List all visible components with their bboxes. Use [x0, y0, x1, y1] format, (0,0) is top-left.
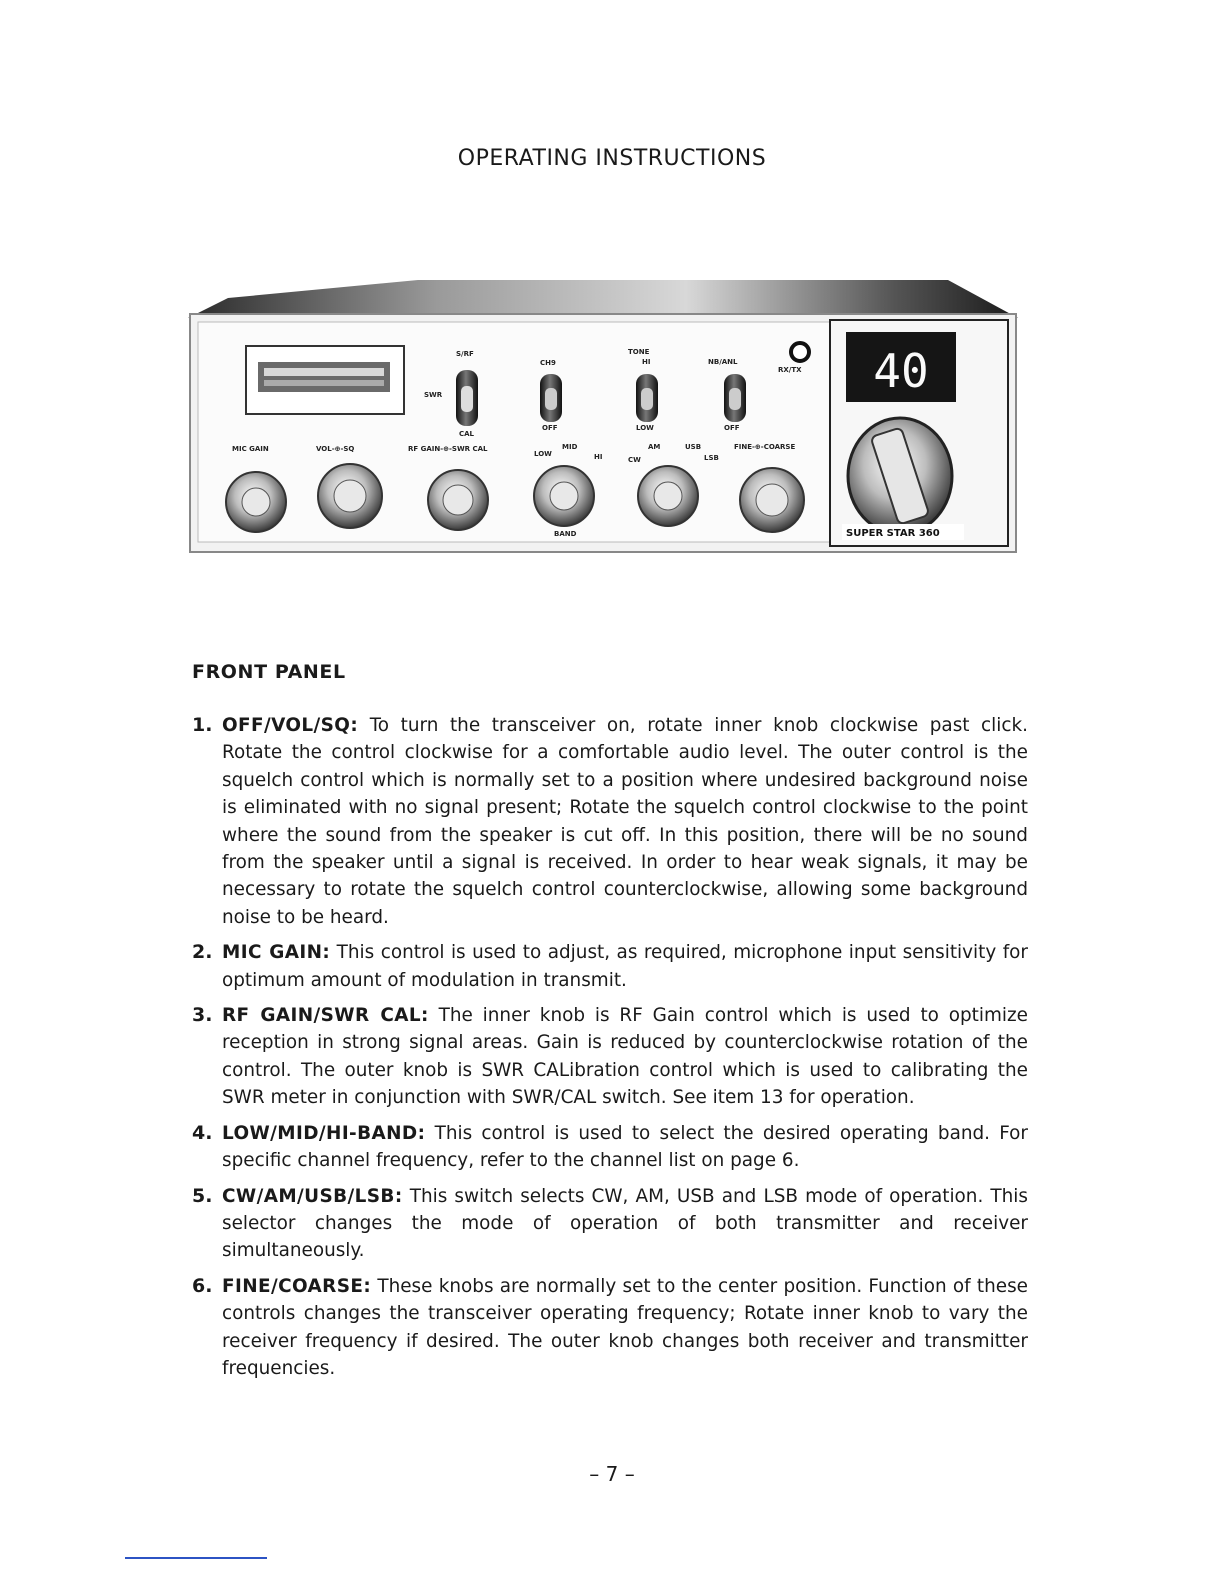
cabinet-top — [188, 280, 1018, 318]
label-swr: SWR — [424, 391, 443, 399]
label-mic-gain: MIC GAIN — [232, 445, 269, 453]
item-text: This control is used to adjust, as required, microphone input sensitivity for optimum amount of modulation in transmit. — [222, 942, 1028, 991]
item-term: OFF/VOL/SQ: — [222, 715, 359, 736]
list-item — [192, 1273, 1028, 1383]
label-usb: USB — [685, 443, 702, 451]
footer-rule — [125, 1557, 267, 1559]
knob-vol-sq[interactable] — [318, 464, 382, 528]
label-low: LOW — [636, 424, 654, 432]
toggle-switch-tone[interactable] — [636, 374, 658, 422]
label-band-hi: HI — [594, 453, 603, 461]
section-heading: FRONT PANEL — [192, 661, 346, 683]
radio-front-panel-photo — [188, 270, 1018, 560]
list-item — [192, 1183, 1028, 1265]
list-item — [192, 1120, 1028, 1175]
toggle-switch-swr-cal[interactable] — [456, 370, 478, 426]
item-text: To turn the transceiver on, rotate inner knob clockwise past click. Rotate the control clockwise for a comfortable audio level. The outer control is the squelch control which is normally set to a position where undesired background noise is eliminated with no signal present; Rotate the squelch control clockwise to the point where the sound from the speaker is cut off. In this position, there will be no sound from the speaker until a signal is received. In order to hear weak signals, it may be necessary to rotate the squelch control counterclockwise, allowing some background noise to be heard. — [222, 715, 1028, 928]
knob-rf-gain-swr-cal[interactable] — [428, 470, 488, 530]
channel-display-value: 40 — [873, 344, 929, 398]
knob-fine-coarse[interactable] — [740, 468, 804, 532]
list-item — [192, 1002, 1028, 1112]
model-name: SUPER STAR 360 — [846, 528, 940, 539]
item-number: 5. — [192, 1184, 213, 1207]
label-band-low: LOW — [534, 450, 552, 458]
list-item — [192, 712, 1028, 931]
item-term: RF GAIN/SWR CAL: — [222, 1005, 429, 1027]
swr-meter — [246, 346, 404, 414]
knob-band[interactable] — [534, 466, 594, 526]
model-nameplate — [842, 524, 964, 540]
item-term: MIC GAIN: — [222, 942, 331, 964]
item-number: 2. — [192, 941, 213, 964]
knob-mode[interactable] — [638, 466, 698, 526]
label-tone: TONE — [628, 348, 650, 356]
item-term: CW/AM/USB/LSB: — [222, 1185, 403, 1207]
item-text: This control is used to select the desired operating band. For specific channel frequency, refer to the channel list on page 6. — [222, 1122, 1028, 1172]
label-cw: CW — [628, 456, 641, 464]
knob-mic-gain[interactable] — [226, 472, 286, 532]
item-number: 3. — [192, 1004, 213, 1027]
item-term: FINE/COARSE: — [222, 1275, 372, 1297]
label-rx-tx: RX/TX — [778, 366, 802, 374]
item-term: LOW/MID/HI-BAND: — [222, 1122, 426, 1144]
channel-selector-knob[interactable] — [848, 418, 952, 534]
item-text: These knobs are normally set to the center position. Function of these controls changes the transceiver operating frequency; Rotate inner knob to vary the receiver frequency if desired. The outer knob changes both receiver and transmitter frequencies. — [222, 1275, 1028, 1379]
label-mid: MID — [562, 443, 578, 451]
item-number: 6. — [192, 1274, 213, 1297]
item-text: This switch selects CW, AM, USB and LSB mode of operation. This selector changes the mode of operation of both transmitter and receiver simultaneously. — [222, 1185, 1028, 1262]
label-rf-swr: RF GAIN-⊕-SWR CAL — [408, 445, 488, 453]
label-off-ch9: OFF — [542, 424, 558, 432]
page-number: – 7 – — [589, 1462, 635, 1486]
toggle-switch-ch9[interactable] — [540, 374, 562, 422]
instruction-list — [192, 712, 1028, 1390]
item-number: 4. — [192, 1121, 213, 1144]
rx-tx-indicator-lamp — [791, 343, 809, 361]
label-ch9: CH9 — [540, 359, 556, 367]
page-title: OPERATING INSTRUCTIONS — [457, 146, 767, 171]
label-lsb: LSB — [704, 454, 719, 462]
label-tone-hi: HI — [642, 358, 651, 366]
channel-display — [846, 332, 956, 402]
toggle-switch-nb-anl[interactable] — [724, 374, 746, 422]
label-am: AM — [648, 443, 661, 451]
label-nb-anl: NB/ANL — [708, 358, 738, 366]
label-s-rf: S/RF — [456, 350, 474, 358]
label-vol-sq: VOL-⊕-SQ — [316, 445, 355, 453]
item-text: The inner knob is RF Gain control which is used to optimize reception in strong signal areas. Gain is reduced by counterclockwise rotation of the control. The outer knob is SWR CALibration control which is used to calibrating the SWR meter in conjunction with SWR/CAL switch. See item 13 for operation. — [222, 1005, 1028, 1109]
label-fine-coarse: FINE-⊕-COARSE — [734, 443, 796, 451]
label-band: BAND — [554, 530, 577, 538]
label-off-nb: OFF — [724, 424, 740, 432]
item-number: 1. — [192, 714, 213, 736]
list-item — [192, 939, 1028, 994]
label-cal: CAL — [459, 430, 475, 438]
